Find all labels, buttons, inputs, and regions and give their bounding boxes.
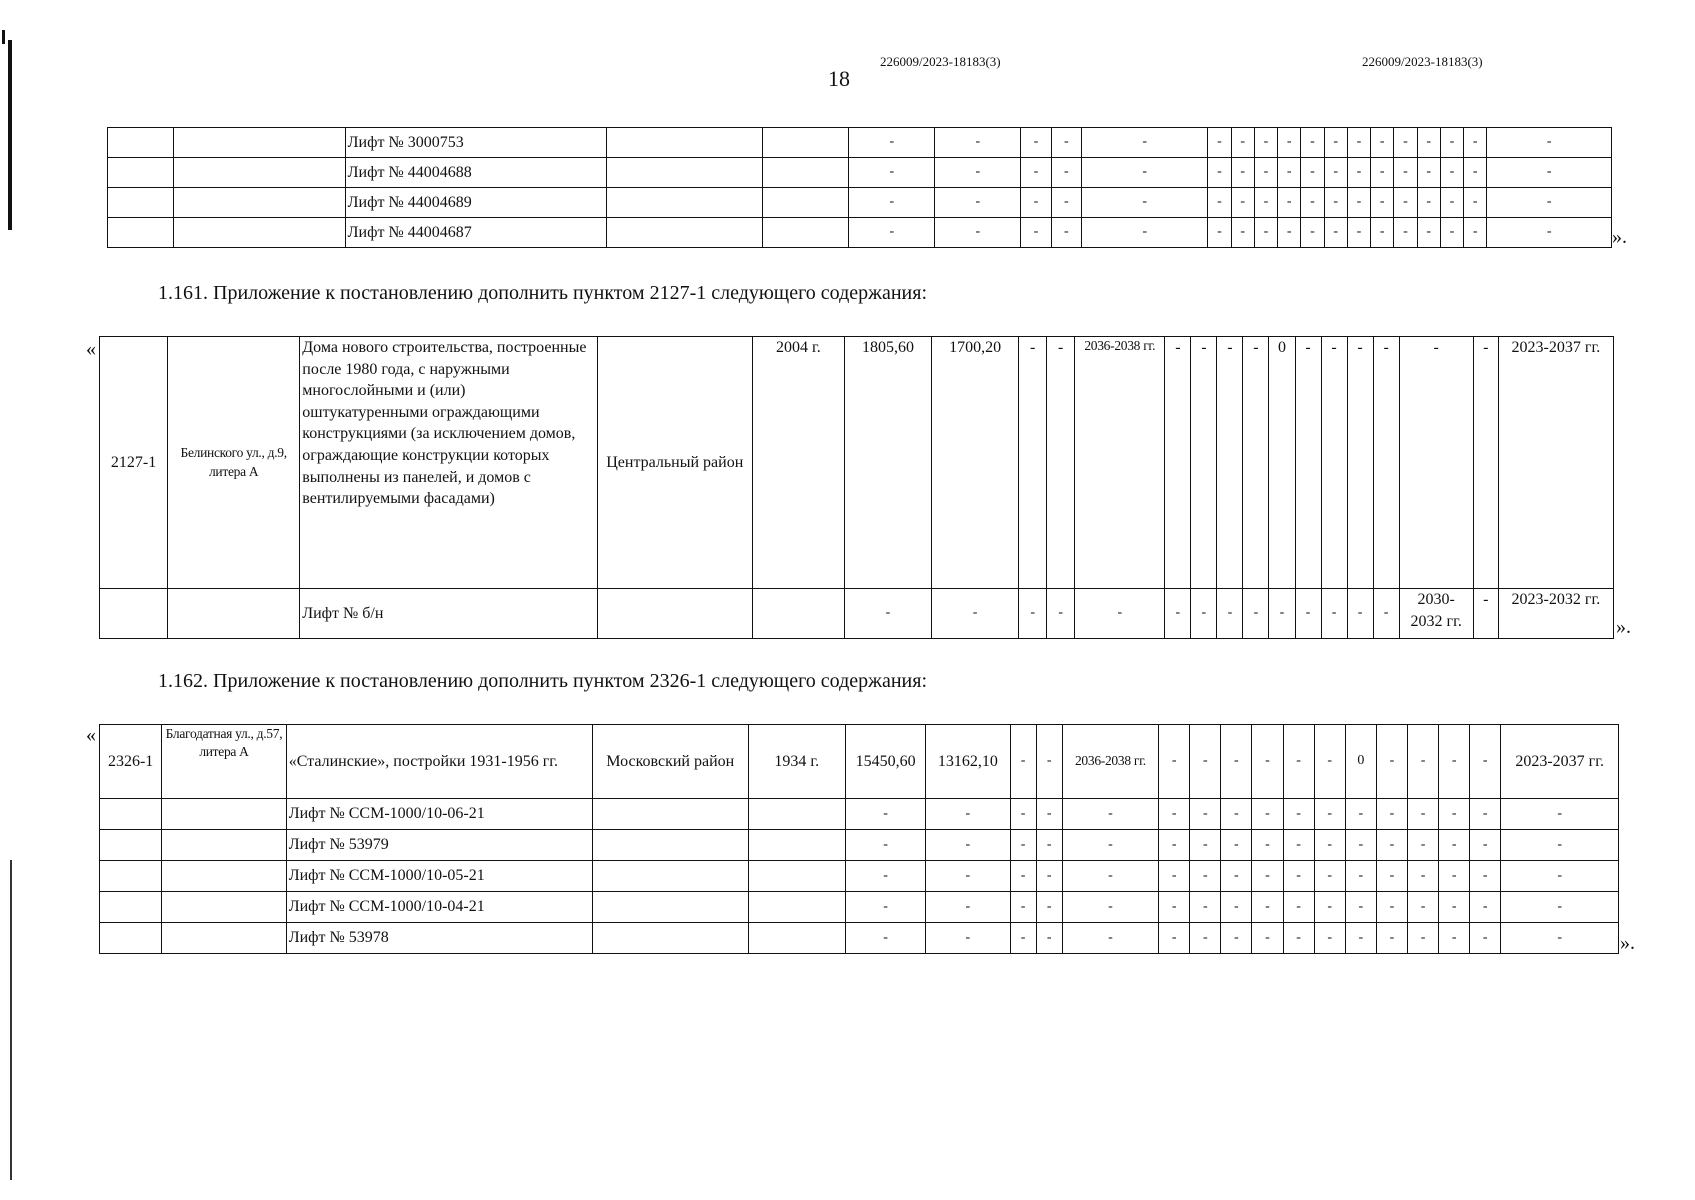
district: Московский район xyxy=(592,725,748,799)
lift-name: Лифт № 44004687 xyxy=(345,218,606,248)
cell-dash: - xyxy=(1062,861,1158,892)
cell-dash: - xyxy=(1190,725,1221,799)
margin-line xyxy=(10,860,12,1180)
building-type: «Сталинские», постройки 1931-1956 гг. xyxy=(286,725,592,799)
empty-cell xyxy=(763,218,849,248)
empty-cell xyxy=(606,158,763,188)
cell-dash: - xyxy=(1417,158,1440,188)
cell-dash: - xyxy=(1347,337,1373,589)
cell-dash: - xyxy=(1417,188,1440,218)
cell-dash: - xyxy=(1345,830,1376,861)
cell-dash: - xyxy=(1439,725,1470,799)
cell-dash: - xyxy=(1283,892,1314,923)
cell-dash: - xyxy=(1051,218,1081,248)
cell-dash: - xyxy=(1376,861,1407,892)
cell-zero: 0 xyxy=(1345,725,1376,799)
address: Благодатная ул., д.57, литера А xyxy=(162,725,286,799)
cell-dash: - xyxy=(1010,892,1036,923)
cell-dash: - xyxy=(845,923,925,954)
cell-dash: - xyxy=(1081,218,1207,248)
cell-dash: - xyxy=(1165,337,1191,589)
cell-dash: - xyxy=(1407,892,1438,923)
empty-cell xyxy=(173,128,345,158)
cell-dash: - xyxy=(1221,923,1252,954)
cell-dash: - xyxy=(926,923,1010,954)
cell-dash: - xyxy=(1373,337,1399,589)
registration-number-right: 226009/2023-18183(3) xyxy=(1362,54,1483,69)
cell-dash: - xyxy=(1464,158,1487,188)
cell-dash: - xyxy=(1036,830,1062,861)
empty-cell xyxy=(108,158,174,188)
cell-dash: - xyxy=(1345,799,1376,830)
cell-dash: - xyxy=(849,128,935,158)
cell-dash: - xyxy=(1254,158,1277,188)
cell-dash: - xyxy=(1075,589,1165,639)
area-total: 15450,60 xyxy=(845,725,925,799)
cell-dash: - xyxy=(1252,892,1283,923)
empty-cell xyxy=(748,830,845,861)
cell-dash: - xyxy=(1036,725,1062,799)
lift-name: Лифт № 44004689 xyxy=(345,188,606,218)
binder-mark xyxy=(2,30,5,44)
address: Белинского ул., д.9, литера А xyxy=(168,337,300,589)
cell-dash: - xyxy=(1278,158,1301,188)
cell-dash: - xyxy=(926,830,1010,861)
cell-dash: - xyxy=(1190,799,1221,830)
cell-dash: - xyxy=(1283,830,1314,861)
repair-period: 2036-2038 гг. xyxy=(1062,725,1158,799)
cell-dash: - xyxy=(1347,158,1370,188)
table-row xyxy=(100,923,1619,954)
cell-dash: - xyxy=(1165,589,1191,639)
cell-dash: - xyxy=(1501,861,1619,892)
empty-cell xyxy=(100,830,162,861)
cell-dash: - xyxy=(1062,892,1158,923)
cell-dash: - xyxy=(1487,188,1612,218)
cell-dash: - xyxy=(1376,799,1407,830)
total-period: 2023-2037 гг. xyxy=(1501,725,1619,799)
cell-dash: - xyxy=(1501,923,1619,954)
empty-cell xyxy=(100,923,162,954)
cell-dash: - xyxy=(1324,188,1347,218)
empty-cell xyxy=(162,830,286,861)
cell-dash: - xyxy=(935,218,1021,248)
cell-dash: - xyxy=(935,188,1021,218)
cell-dash: - xyxy=(1324,218,1347,248)
cell-dash: - xyxy=(1314,725,1345,799)
empty-cell xyxy=(748,799,845,830)
cell-dash: - xyxy=(1036,892,1062,923)
cell-dash: - xyxy=(1252,861,1283,892)
empty-cell xyxy=(606,188,763,218)
cell-dash: - xyxy=(1269,589,1295,639)
cell-dash: - xyxy=(1010,923,1036,954)
empty-cell xyxy=(162,923,286,954)
cell-dash: - xyxy=(1254,128,1277,158)
cell-dash: - xyxy=(1440,188,1463,218)
cell-dash: - xyxy=(1062,923,1158,954)
cell-dash: - xyxy=(1254,188,1277,218)
cell-dash: - xyxy=(1464,128,1487,158)
cell-dash: - xyxy=(1208,128,1231,158)
cell-dash: - xyxy=(1376,725,1407,799)
cell-dash: - xyxy=(1473,337,1498,589)
lift-name: Лифт № 3000753 xyxy=(345,128,606,158)
registration-number-left: 226009/2023-18183(3) xyxy=(880,54,1001,69)
empty-cell xyxy=(763,128,849,158)
empty-cell xyxy=(592,861,748,892)
cell-dash: - xyxy=(845,892,925,923)
area-living: 13162,10 xyxy=(926,725,1010,799)
item-number: 2127-1 xyxy=(100,337,168,589)
cell-dash: - xyxy=(1394,188,1417,218)
empty-cell xyxy=(162,799,286,830)
cell-dash: - xyxy=(1252,725,1283,799)
cell-dash: - xyxy=(1190,892,1221,923)
cell-dash: - xyxy=(1231,218,1254,248)
cell-dash: - xyxy=(1487,158,1612,188)
cell-dash: - xyxy=(1371,218,1394,248)
cell-dash: - xyxy=(1394,128,1417,158)
cell-dash: - xyxy=(1036,923,1062,954)
cell-dash: - xyxy=(1051,158,1081,188)
cell-dash: - xyxy=(1243,589,1269,639)
cell-dash: - xyxy=(1376,830,1407,861)
empty-cell xyxy=(606,218,763,248)
close-quote-2326: ». xyxy=(1620,932,1635,954)
cell-dash: - xyxy=(935,158,1021,188)
table-2127-1 xyxy=(99,336,1614,639)
cell-dash: - xyxy=(1376,923,1407,954)
lift-name: Лифт № ССМ-1000/10-06-21 xyxy=(286,799,592,830)
empty-cell xyxy=(748,892,845,923)
cell-dash: - xyxy=(1021,218,1051,248)
cell-dash: - xyxy=(1314,892,1345,923)
cell-dash: - xyxy=(1252,923,1283,954)
cell-dash: - xyxy=(1036,861,1062,892)
cell-dash: - xyxy=(1159,923,1190,954)
table-row xyxy=(100,337,1614,589)
cell-dash: - xyxy=(1295,589,1321,639)
cell-dash: - xyxy=(1021,158,1051,188)
cell-dash: - xyxy=(1010,799,1036,830)
total-period: 2023-2037 гг. xyxy=(1498,337,1613,589)
cell-dash: - xyxy=(1470,861,1501,892)
cell-dash: - xyxy=(1417,128,1440,158)
cell-dash: - xyxy=(1062,830,1158,861)
table-row xyxy=(100,892,1619,923)
cell-dash: - xyxy=(849,218,935,248)
open-quote-2326: « xyxy=(86,724,96,746)
cell-dash: - xyxy=(1051,128,1081,158)
table-row xyxy=(108,128,1612,158)
cell-dash: - xyxy=(1464,188,1487,218)
cell-dash: - xyxy=(1347,589,1373,639)
cell-dash: - xyxy=(1324,158,1347,188)
empty-cell xyxy=(592,892,748,923)
cell-dash: - xyxy=(1470,830,1501,861)
cell-dash: - xyxy=(1252,799,1283,830)
cell-dash: - xyxy=(1439,830,1470,861)
empty-cell xyxy=(173,158,345,188)
cell-dash: - xyxy=(1407,923,1438,954)
cell-dash: - xyxy=(1371,128,1394,158)
lift-name: Лифт № 53979 xyxy=(286,830,592,861)
repair-period: 2036-2038 гг. xyxy=(1075,337,1165,589)
cell-dash: - xyxy=(1159,799,1190,830)
cell-dash: - xyxy=(1487,218,1612,248)
cell-dash: - xyxy=(1221,892,1252,923)
cell-dash: - xyxy=(1231,128,1254,158)
cell-dash: - xyxy=(1394,218,1417,248)
cell-dash: - xyxy=(1407,799,1438,830)
cell-dash: - xyxy=(1019,589,1047,639)
cell-dash: - xyxy=(1440,128,1463,158)
empty-cell xyxy=(748,861,845,892)
cell-dash: - xyxy=(932,589,1019,639)
cell-dash: - xyxy=(1470,799,1501,830)
cell-dash: - xyxy=(1283,725,1314,799)
page-number: 18 xyxy=(828,66,850,91)
cell-dash: - xyxy=(1464,218,1487,248)
cell-dash: - xyxy=(1324,128,1347,158)
cell-dash: - xyxy=(1278,218,1301,248)
close-quote-2127: ». xyxy=(1616,616,1631,638)
cell-dash: - xyxy=(1376,892,1407,923)
cell-dash: - xyxy=(935,128,1021,158)
cell-dash: - xyxy=(1407,861,1438,892)
table-row xyxy=(100,589,1614,639)
empty-cell xyxy=(592,923,748,954)
cell-dash: - xyxy=(1321,337,1347,589)
cell-dash: - xyxy=(1252,830,1283,861)
cell-dash: - xyxy=(1243,337,1269,589)
cell-dash: - xyxy=(1047,337,1075,589)
cell-dash: - xyxy=(1190,830,1221,861)
empty-cell xyxy=(162,861,286,892)
cell-dash: - xyxy=(1439,923,1470,954)
table-row xyxy=(100,830,1619,861)
empty-cell xyxy=(100,799,162,830)
cell-dash: - xyxy=(1501,892,1619,923)
paragraph-1-162: 1.162. Приложение к постановлению дополнить пунктом 2326-1 следующего содержания: xyxy=(158,670,928,692)
cell-zero: 0 xyxy=(1269,337,1295,589)
cell-dash: - xyxy=(1191,589,1217,639)
cell-dash: - xyxy=(1321,589,1347,639)
cell-dash: - xyxy=(1470,923,1501,954)
cell-dash: - xyxy=(1301,188,1324,218)
cell-dash: - xyxy=(1081,158,1207,188)
cell-dash: - xyxy=(844,589,931,639)
table-row xyxy=(108,158,1612,188)
cell-dash: - xyxy=(1221,861,1252,892)
cell-dash: - xyxy=(1231,188,1254,218)
cell-dash: - xyxy=(1283,923,1314,954)
cell-dash: - xyxy=(1051,188,1081,218)
open-quote-2127: « xyxy=(86,338,96,360)
table-row xyxy=(100,861,1619,892)
cell-dash: - xyxy=(1221,830,1252,861)
empty-cell xyxy=(606,128,763,158)
cell-dash: - xyxy=(845,861,925,892)
cell-dash: - xyxy=(1208,188,1231,218)
cell-dash: - xyxy=(1314,923,1345,954)
cell-dash: - xyxy=(1371,158,1394,188)
cell-dash: - xyxy=(1417,218,1440,248)
cell-dash: - xyxy=(1440,158,1463,188)
cell-dash: - xyxy=(1394,158,1417,188)
cell-dash: - xyxy=(926,892,1010,923)
cell-dash: - xyxy=(1295,337,1321,589)
cell-dash: - xyxy=(849,188,935,218)
cell-dash: - xyxy=(1191,337,1217,589)
item-number: 2326-1 xyxy=(100,725,162,799)
area-total: 1805,60 xyxy=(844,337,931,589)
empty-cell xyxy=(763,188,849,218)
cell-dash: - xyxy=(1231,158,1254,188)
lift-total-period: 2023-2032 гг. xyxy=(1498,589,1613,639)
cell-dash: - xyxy=(1021,128,1051,158)
cell-dash: - xyxy=(1407,725,1438,799)
empty-cell xyxy=(592,830,748,861)
district: Центральный район xyxy=(597,337,752,589)
cell-dash: - xyxy=(926,861,1010,892)
cell-dash: - xyxy=(1347,128,1370,158)
cell-dash: - xyxy=(1221,725,1252,799)
cell-dash: - xyxy=(1159,725,1190,799)
cell-dash: - xyxy=(1373,589,1399,639)
cell-dash: - xyxy=(845,799,925,830)
cell-dash: - xyxy=(1019,337,1047,589)
cell-dash: - xyxy=(1010,725,1036,799)
empty-cell xyxy=(108,128,174,158)
cell-dash: - xyxy=(1470,725,1501,799)
cell-dash: - xyxy=(1345,892,1376,923)
empty-cell xyxy=(173,188,345,218)
cell-dash: - xyxy=(1010,861,1036,892)
cell-dash: - xyxy=(1487,128,1612,158)
cell-dash: - xyxy=(1470,892,1501,923)
cell-dash: - xyxy=(1439,892,1470,923)
cell-dash: - xyxy=(1217,337,1243,589)
build-year: 1934 г. xyxy=(748,725,845,799)
cell-dash: - xyxy=(1314,861,1345,892)
empty-cell xyxy=(100,861,162,892)
cell-dash: - xyxy=(1254,218,1277,248)
empty-cell xyxy=(100,892,162,923)
cell-dash: - xyxy=(1440,218,1463,248)
cell-dash: - xyxy=(1159,892,1190,923)
close-quote-top: ». xyxy=(1612,226,1627,248)
cell-dash: - xyxy=(849,158,935,188)
cell-dash: - xyxy=(1047,589,1075,639)
empty-cell xyxy=(162,892,286,923)
cell-dash: - xyxy=(1159,861,1190,892)
lift-name: Лифт № б/н xyxy=(300,589,597,639)
empty-cell xyxy=(108,188,174,218)
cell-dash: - xyxy=(1283,799,1314,830)
building-type: Дома нового строительства, построенные после 1980 года, с наружными многослойными и (или) оштукатуренными ограждающими конструкциями (за исключением домов, ограждающие конструкции которых выполнены из панелей, и домов с вентилируемыми фасадами) xyxy=(300,337,597,589)
lift-period: 2030-2032 гг. xyxy=(1399,589,1473,639)
cell-dash: - xyxy=(1010,830,1036,861)
table-2326-1 xyxy=(99,724,1619,954)
empty-cell xyxy=(592,799,748,830)
cell-dash: - xyxy=(1208,158,1231,188)
table-continuation xyxy=(107,127,1612,248)
cell-dash: - xyxy=(1081,128,1207,158)
cell-dash: - xyxy=(1439,861,1470,892)
cell-dash: - xyxy=(1501,830,1619,861)
cell-dash: - xyxy=(1159,830,1190,861)
cell-dash: - xyxy=(1190,923,1221,954)
cell-dash: - xyxy=(1081,188,1207,218)
binder-line xyxy=(8,40,12,230)
lift-name: Лифт № 44004688 xyxy=(345,158,606,188)
cell-dash: - xyxy=(1347,218,1370,248)
cell-dash: - xyxy=(1221,799,1252,830)
cell-dash: - xyxy=(1473,589,1498,639)
cell-dash: - xyxy=(1301,218,1324,248)
cell-dash: - xyxy=(1036,799,1062,830)
cell-dash: - xyxy=(926,799,1010,830)
build-year: 2004 г. xyxy=(752,337,844,589)
cell-dash: - xyxy=(845,830,925,861)
cell-dash: - xyxy=(1301,128,1324,158)
table-row xyxy=(100,799,1619,830)
table-row xyxy=(100,725,1619,799)
lift-name: Лифт № ССМ-1000/10-05-21 xyxy=(286,861,592,892)
cell-dash: - xyxy=(1283,861,1314,892)
cell-dash: - xyxy=(1501,799,1619,830)
cell-dash: - xyxy=(1314,830,1345,861)
area-living: 1700,20 xyxy=(932,337,1019,589)
paragraph-1-161: 1.161. Приложение к постановлению дополнить пунктом 2127-1 следующего содержания: xyxy=(158,282,928,304)
cell-dash: - xyxy=(1347,188,1370,218)
empty-cell xyxy=(108,218,174,248)
cell-dash: - xyxy=(1301,158,1324,188)
cell-dash: - xyxy=(1278,188,1301,218)
table-row xyxy=(108,188,1612,218)
cell-dash: - xyxy=(1371,188,1394,218)
cell-dash: - xyxy=(1439,799,1470,830)
empty-cell xyxy=(173,218,345,248)
lift-name: Лифт № ССМ-1000/10-04-21 xyxy=(286,892,592,923)
cell-dash: - xyxy=(1021,188,1051,218)
cell-dash: - xyxy=(1314,799,1345,830)
cell-dash: - xyxy=(1208,218,1231,248)
table-row xyxy=(108,218,1612,248)
cell-dash: - xyxy=(1278,128,1301,158)
cell-dash: - xyxy=(1062,799,1158,830)
empty-cell xyxy=(763,158,849,188)
cell-dash: - xyxy=(1345,861,1376,892)
cell-dash: - xyxy=(1407,830,1438,861)
empty-cell xyxy=(748,923,845,954)
cell-dash: - xyxy=(1217,589,1243,639)
lift-name: Лифт № 53978 xyxy=(286,923,592,954)
cell-dash: - xyxy=(1345,923,1376,954)
cell-dash: - xyxy=(1399,337,1473,589)
cell-dash: - xyxy=(1190,861,1221,892)
